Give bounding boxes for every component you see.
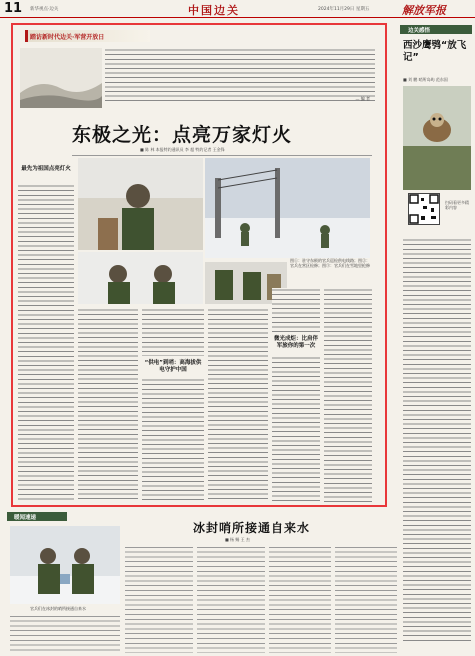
bottom-column-2 xyxy=(125,545,193,653)
right-column-tag-text: 边关感悟 xyxy=(408,28,431,34)
lead-photo-caption: 图①：驻守东极的官兵巡检供电线路；图②：官兵在营区检修；图③：官兵们在雪地里抢修 xyxy=(290,258,370,269)
bottom-photo-caption: 官兵们在冰封的哨所接通自来水 xyxy=(30,606,86,611)
lead-photo-main xyxy=(205,158,370,258)
subhead-2: “供电”到哨：高海拔供电守护中国 xyxy=(144,360,202,373)
bottom-headline: 冰封哨所接通自来水 xyxy=(193,521,311,535)
section-title: 中国边关 xyxy=(188,4,240,17)
lead-column-3a xyxy=(142,308,204,356)
lead-column-5a xyxy=(272,288,320,332)
intro-signature: — 编 者 xyxy=(355,96,370,101)
lead-column-5b xyxy=(272,356,320,502)
lead-column-4 xyxy=(208,308,268,502)
masthead-logo: 解放军报 xyxy=(402,4,446,17)
right-column-text xyxy=(403,238,471,642)
right-author: ■ 刘 鹏 哨所岛屿 范东国 xyxy=(403,77,448,82)
lead-column-1 xyxy=(18,184,74,502)
intro-text-block xyxy=(105,48,375,104)
right-headline: 西沙鹰鸮“放飞记” xyxy=(403,40,467,63)
subhead-3: 微光成炬：比肩伴军旅你的第一次 xyxy=(273,336,318,349)
bottom-column-3 xyxy=(197,545,265,653)
bottom-photo xyxy=(10,526,120,604)
lead-column-6 xyxy=(324,288,372,502)
banner-text: 踏访新时代边关·军营开放日 xyxy=(30,34,105,41)
qr-caption: 扫码看更多精彩内容 xyxy=(445,200,469,210)
lead-photo-2 xyxy=(78,158,203,250)
bottom-column-5 xyxy=(335,545,397,653)
page-number: 11 xyxy=(4,1,23,16)
bottom-byline: ■ 杨 赐 王 杰 xyxy=(225,537,250,542)
lead-photo-3 xyxy=(78,252,203,304)
bottom-column-4 xyxy=(269,545,331,653)
subhead-1: 最先为祖国点亮灯火 xyxy=(21,166,71,172)
byline-rule xyxy=(72,155,372,156)
qr-code[interactable] xyxy=(408,193,440,225)
lead-byline: ■ 陈 林 本报特约通讯员 李 超 特约记者 王金锋 xyxy=(140,147,225,152)
bottom-tag-text: 暖闻速递 xyxy=(14,515,37,521)
issue-date: 2024年11月29日 星期五 xyxy=(318,7,370,12)
header-photo xyxy=(20,48,102,108)
bottom-column-1 xyxy=(10,614,120,654)
paper-section-label: 新华视点·边关 xyxy=(30,7,59,12)
lead-column-2 xyxy=(78,308,138,502)
lead-column-3b xyxy=(142,378,204,502)
lead-headline: 东极之光：点亮万家灯火 xyxy=(72,124,293,146)
right-photo xyxy=(403,86,471,190)
